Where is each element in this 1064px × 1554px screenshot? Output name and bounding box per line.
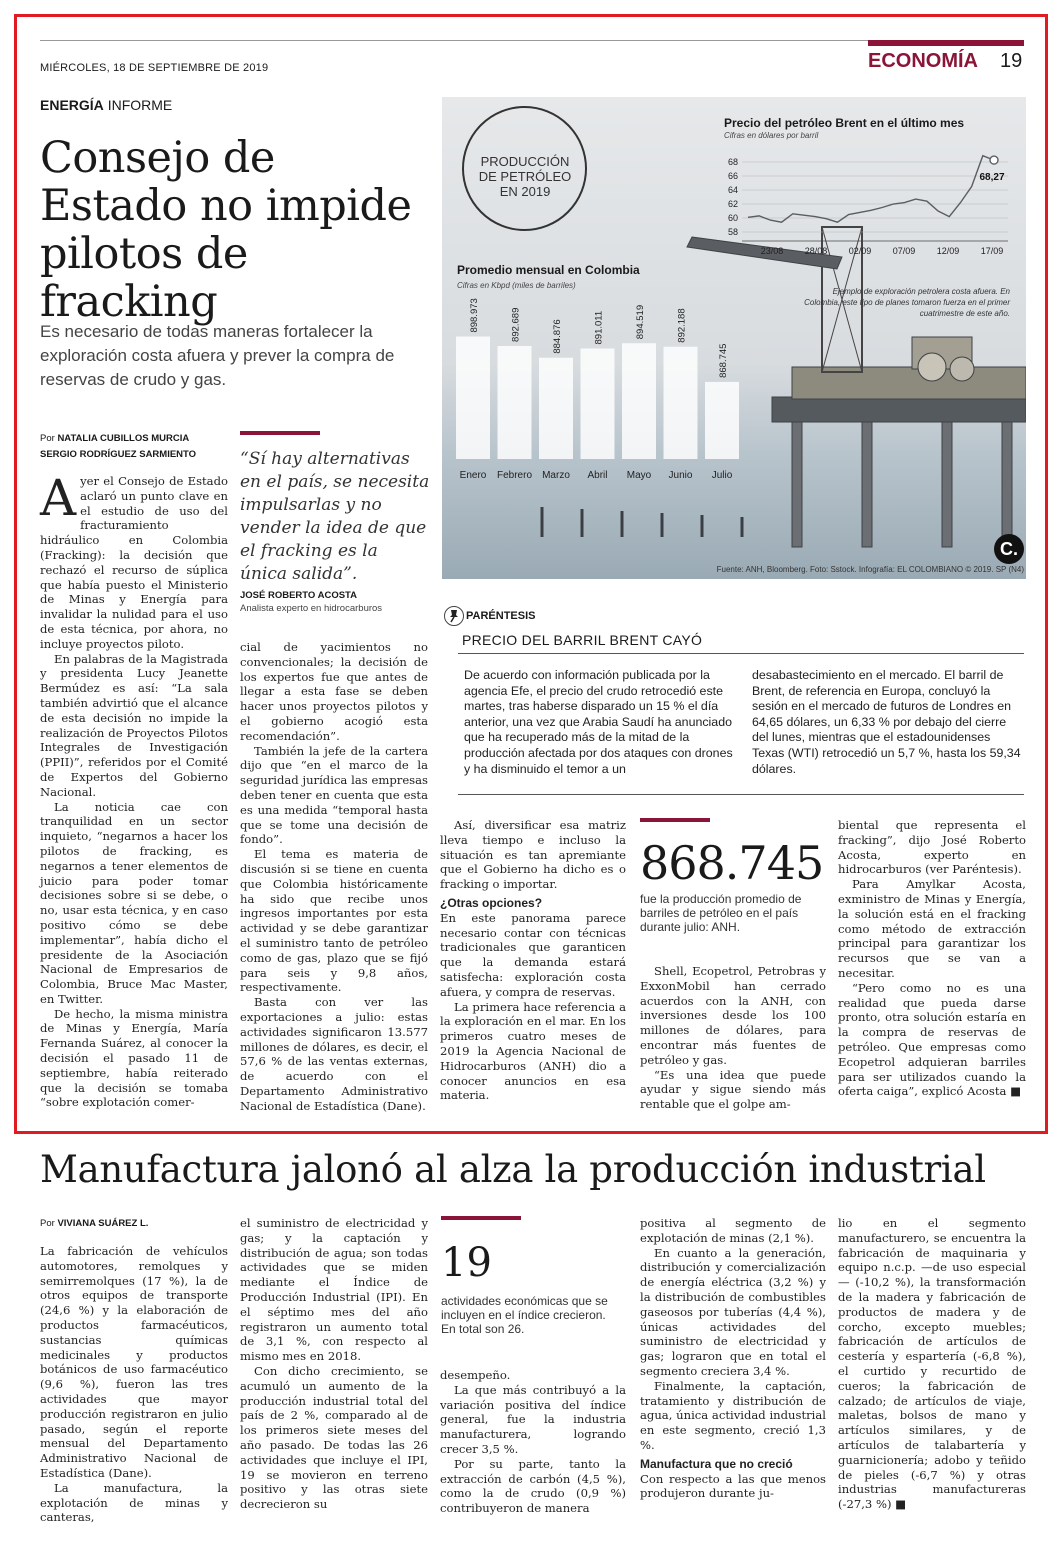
infographic-title: PRODUCCIÓN DE PETRÓLEO EN 2019 bbox=[478, 154, 572, 199]
bar-chart-title: Promedio mensual en Colombia bbox=[457, 263, 640, 277]
byline bbox=[40, 431, 196, 463]
story1-column-1 bbox=[40, 469, 228, 1110]
story2-column-5 bbox=[838, 1216, 1026, 1512]
section-name: ECONOMÍA bbox=[868, 50, 978, 72]
paragraph: Para Amylkar Acosta, exministro de Minas y Energía, la solución está en el fracking como método de extracción principal para garantizar los recursos que se van a necesitar. bbox=[838, 877, 1026, 980]
paragraph: cial de yacimientos no convencionales; la decisión de los expertos fue que antes de llegar a esta fase se deben hacer unos proyectos pilotos y el gobierno acogió esta recomendación”. bbox=[240, 640, 428, 743]
y-tick-label: 64 bbox=[727, 185, 738, 195]
story1-column-2 bbox=[240, 640, 428, 1114]
author-2: SERGIO RODRÍGUEZ SARMIENTO bbox=[40, 449, 197, 460]
paragraph: “Es una idea que puede ayudar y sigue siendo más rentable que el golpe am- bbox=[640, 1067, 826, 1112]
y-tick-label: 60 bbox=[727, 213, 738, 223]
y-tick-label: 58 bbox=[727, 227, 738, 237]
headline: Consejo de Estado no impide pilotos de fracking bbox=[40, 133, 412, 327]
big-number-bar-2 bbox=[441, 1216, 521, 1220]
brent-chart-subtitle: Cifras en dólares por barril bbox=[724, 131, 819, 140]
story1-column-3 bbox=[440, 818, 626, 1103]
parentesis-title: PRECIO DEL BARRIL BRENT CAYÓ bbox=[462, 632, 703, 648]
paragraph: Ayer el Consejo de Estado aclaró un punto clave en el estudio de uso del fracturamiento hidráulico en Colombia (Fracking): la decisión que rechazó el recurso de súplica que había puesto el Ministerio de Minas y Energía para invalidar la nulidad para el uso de esta técnica, por ahora, no incluye proyectos piloto. bbox=[40, 469, 228, 651]
drop-cap: A bbox=[40, 469, 77, 527]
deck: Es necesario de todas maneras fortalecer la exploración costa afuera y prever la compra de reservas de crudo y gas. bbox=[40, 322, 395, 389]
parentesis-column-2: desabastecimiento en el mercado. El barril de Brent, de referencia en Europa, concluyó la sesión en el mercado de futuros de Londres en 64,65 dólares, un 6,33 % por debajo del cierre del lunes, mientras que el estadounidenses Texas (WTI) retrocedió un 5,7 %, hasta los 59,34 dólares. bbox=[752, 668, 1021, 776]
x-tick-label: 17/09 bbox=[980, 246, 1004, 256]
big-number-caption: fue la producción promedio de barriles de petróleo en el país durante julio: ANH. bbox=[640, 892, 802, 934]
headline-2: Manufactura jalonó al alza la producción industrial bbox=[40, 1148, 986, 1191]
story1-column-5 bbox=[838, 818, 1026, 1099]
bar-value-label: 894.519 bbox=[635, 304, 646, 340]
x-tick-label: 12/09 bbox=[936, 246, 960, 256]
subhead: Manufactura que no creció bbox=[640, 1456, 793, 1471]
brent-chart-title: Precio del petróleo Brent en el último mes bbox=[724, 116, 965, 130]
kicker bbox=[40, 97, 172, 113]
bar-category-label: Julio bbox=[711, 470, 733, 481]
big-number: 868.745 bbox=[640, 836, 824, 890]
parentesis-column-1: De acuerdo con información publicada por la agencia Efe, el precio del crudo retrocedió este martes, tras haberse disparado un 15 % el día anterior, una vez que Arabia Saudí ha anunciado que ha recuperado más de la mitad de la producción afectada por dos ataques con drones y ha disminuido el temor a un bbox=[464, 668, 733, 776]
paragraph: Así, diversificar esa matriz lleva tiempo e incluso la situación es tan apremiante que el Gobierno ha dicho es o fracking o importar. bbox=[440, 818, 626, 892]
big-number-2: 19 bbox=[441, 1240, 492, 1286]
subhead: ¿Otras opciones? bbox=[440, 895, 543, 910]
paragraph: En cuanto a la generación, distribución y comercialización de energía eléctrica (3,2 %) y la distribución de combustibles gaseosos por tuberías (4,4 %), únicas actividades del suministro de electricidad y gas; lograron que en total el segmento creciera 3,4 %. bbox=[640, 1245, 826, 1378]
bar-category-label: Marzo bbox=[542, 470, 570, 481]
bar-value-label: 892.689 bbox=[510, 307, 522, 342]
kicker-type: INFORME bbox=[107, 97, 173, 113]
paragraph: Finalmente, la captación, tratamiento y distribución de agua, única actividad industrial en este segmento, creció 1,3 %. bbox=[640, 1378, 826, 1452]
parentesis-rule bbox=[458, 653, 1024, 654]
credits: Fuente: ANH, Bloomberg. Foto: Sstock. Infografía: EL COLOMBIANO © 2019. SP (N4) bbox=[716, 565, 1024, 574]
x-tick-label: 07/09 bbox=[892, 246, 916, 256]
issue-date: MIÉRCOLES, 18 DE SEPTIEMBRE DE 2019 bbox=[40, 62, 269, 74]
paragraph: La que más contribuyó a la variación positiva del índice general, fue la industria manufacturera, logrando crecer 3,5 %. bbox=[440, 1382, 626, 1456]
paragraph: También la jefe de la cartera dijo que “en el marco de la seguridad jurídica las empresas deben tener en cuenta que esta es una medida “temporal hasta que se tome una decisión de fondo”. bbox=[240, 743, 428, 847]
x-tick-label: 02/09 bbox=[848, 246, 872, 256]
paragraph: “Pero como no es una realidad que pueda darse pronto, otra solución estaría en la compra de reservas de petróleo. Que empresas como Ecopetrol adquieran barriles para ser utilizados cuando la oferta caiga”, explicó Acosta ■ bbox=[838, 980, 1026, 1099]
section-bar bbox=[868, 40, 1024, 46]
story2-column-3 bbox=[440, 1368, 626, 1516]
bar-value-label: 898.973 bbox=[469, 298, 480, 333]
author: VIVIANA SUÁREZ L. bbox=[57, 1218, 149, 1229]
paragraph: La fabricación de vehículos automotores, remolques y semirremolques (17 %), la de otros equipos de transporte (24,6 %) y la elaboración de productos farmacéuticos, sustancias químicas medicinales y productos botánicos de uso farmacéutico (9,6 %), fueron las tres actividades que mayor producción registraron en julio pasado, según el reporte mensual del Departamento Administrativo Nacional de Estadística (Dane). bbox=[40, 1244, 228, 1480]
y-tick-label: 66 bbox=[727, 171, 738, 181]
paragraph: La primera hace referencia a la exploración en el mar. En los primeros cuatro meses de 2019 la Agencia Nacional de Hidrocarburos (ANH) dio a conocer anuncios en esa materia. bbox=[440, 999, 626, 1103]
quote-role: Analista experto en hidrocarburos bbox=[240, 603, 383, 614]
paragraph: La manufactura, la explotación de minas y canteras, bbox=[40, 1480, 228, 1525]
bar-value-label: 891.011 bbox=[593, 310, 605, 345]
paragraph: Basta con ver las exportaciones a julio: estas actividades significaron 13.577 millones de dólares, es decir, el 57,6 % de las ventas externas, de acuerdo con el Departamento Administrativo Nacional de Estadística (Dane). bbox=[240, 995, 428, 1113]
paragraph: El tema es materia de discusión si se tiene en cuenta que Colombia históricamente ha sido que recibe unos ingresos importantes por esta actividad y se debe garantizar el suministro tanto de petróleo como de gas, plazo que se fijó para seis y 9,8 años, respectivamente. bbox=[240, 847, 428, 995]
parentesis-bottom-rule bbox=[458, 794, 1024, 795]
last-point bbox=[990, 156, 998, 164]
photo-note: Ejemplo de exploración petrolera costa afuera. En Colombia, este tipo de planes tomaron fuerza en el primer cuatrimestre de este año. bbox=[804, 287, 1010, 318]
paragraph: La noticia cae con tranquilidad en un sector inquieto, “negarnos a hacer los pilotos de fracking, es negarnos a tener elementos de juicio para poder tomar decisiones sobre si se debe, o no, usar esta técnica, y en caso positivo cómo se debe implementar”, había dicho el presidente de la Asociación Nacional de Empresarios de Colombia, Bruce Mac Master, en Twitter. bbox=[40, 799, 228, 1006]
big-number-bar bbox=[640, 818, 710, 822]
quote-bar bbox=[240, 431, 320, 435]
y-tick-label: 68 bbox=[727, 157, 738, 167]
story2-column-4 bbox=[640, 1216, 826, 1501]
paragraph: biental que representa el fracking”, dijo José Roberto Acosta, experto en hidrocarburos (ver Paréntesis). bbox=[838, 818, 1026, 877]
byline-2 bbox=[40, 1218, 148, 1229]
bar-category-label: Enero bbox=[459, 470, 487, 481]
y-tick-label: 62 bbox=[727, 199, 738, 209]
paragraph: Con dicho crecimiento, se acumuló un aumento de la producción industrial total del país de 2 %, comparado al de los primeros siete meses del año pasado. De todas las 26 actividades que incluye el IPI, 19 se movieron en terreno positivo y las otras siete decrecieron su bbox=[240, 1363, 428, 1512]
bar-category-label: Junio bbox=[668, 470, 693, 481]
paragraph: lio en el segmento manufacturero, se encuentra la fabricación de maquinaria y equipo n.c.p. —de uso especial— (-10,2 %), la transformación de la madera y fabricación de productos de madera y de corcho, excepto muebles; fabricación de artículos de cestería y espartería (-6,8 %), el curtido y recurtido de cueros; la fabricación de calzado; de artículos de viaje, maletas, bolsos de mano y artículos similares, y de artículos de talabartería y guarnicionería; adobo y teñido de pieles (-6,7 %) y otras industrias manufactureras (-27,3 %) ■ bbox=[838, 1216, 1026, 1512]
paragraph: Con respecto a las que menos produjeron durante ju- bbox=[640, 1471, 826, 1501]
paragraph: el suministro de electricidad y gas; y la captación y distribución de agua; son todas actividades que se miden mediante el Índice de Producción Industrial (IPI). En el séptimo mes del año registraron un aumento total de 3,1 %, con respecto al mismo mes en 2018. bbox=[240, 1216, 428, 1364]
big-number-caption-2: actividades económicas que se incluyen en el índice crecieron. En total son 26. bbox=[441, 1294, 608, 1336]
x-tick-label: 23/08 bbox=[760, 246, 784, 256]
paragraph: positiva al segmento de explotación de minas (2,1 %). bbox=[640, 1216, 826, 1245]
byline-prefix: Por bbox=[40, 433, 55, 444]
paragraph: desempeño. bbox=[440, 1368, 511, 1382]
pin-icon bbox=[444, 606, 464, 626]
pull-quote: “Sí hay alternativas en el país, se necesita impulsarlas y no vender la idea de que el fracking es la única salida”. bbox=[240, 449, 430, 584]
paragraph: De hecho, la misma ministra de Minas y Energía, María Fernanda Suárez, al conocer la decisión el pasado 11 de septiembre, había reiterado que la decisión se tomaba “sobre explotación comer- bbox=[40, 1006, 228, 1110]
story2-column-1 bbox=[40, 1244, 228, 1525]
bar-category-label: Abril bbox=[587, 470, 608, 481]
bar-value-label: 868.745 bbox=[718, 343, 729, 378]
paragraph: Shell, Ecopetrol, Petrobras y ExxonMobil han cerrado acuerdos con la ANH, con inversiones desde los 100 millones de dólares, para encontrar más fuentes de petróleo y gas. bbox=[640, 964, 826, 1067]
bar-value-label: 884.876 bbox=[552, 319, 563, 354]
paragraph: En este panorama parece necesario contar con técnicas tradicionales que garanticen que la demanda estará satisfecha: exploración costa afuera, y compra de reservas. bbox=[440, 910, 626, 999]
brent-series-line bbox=[748, 156, 994, 223]
bar-chart-subtitle: Cifras en Kbpd (miles de barriles) bbox=[457, 281, 576, 290]
bar-category-label: Mayo bbox=[626, 470, 652, 481]
paragraph: En palabras de la Magistrada y presidenta Lucy Jeanette Bermúdez es así: “La sala también advirtió que el alcance de esta decisión no impide la realización de Proyectos Pilotos Integrales de Investigación (PPII)”, referidos por el Comité de Expertos del Gobierno Nacional. bbox=[40, 651, 228, 799]
last-value-label: 68,27 bbox=[979, 172, 1005, 184]
byline-prefix: Por bbox=[40, 1218, 55, 1229]
bar-value-label: 892.188 bbox=[676, 308, 688, 343]
author-1: NATALIA CUBILLOS MURCIA bbox=[57, 433, 190, 444]
page-number: 19 bbox=[1000, 50, 1023, 72]
bar-category-label: Febrero bbox=[496, 470, 533, 481]
el-colombiano-logo: C. bbox=[994, 534, 1024, 564]
parentesis-label: PARÉNTESIS bbox=[466, 610, 536, 622]
paragraph: Por su parte, tanto la extracción de carbón (4,5 %), como la de crudo (0,9 %) contribuyeron de manera bbox=[440, 1456, 626, 1516]
story2-column-2 bbox=[240, 1216, 428, 1512]
quote-author: JOSÉ ROBERTO ACOSTA bbox=[240, 590, 358, 601]
kicker-topic: ENERGÍA bbox=[40, 97, 104, 113]
x-tick-label: 28/08 bbox=[804, 246, 828, 256]
story1-column-4 bbox=[640, 964, 826, 1112]
